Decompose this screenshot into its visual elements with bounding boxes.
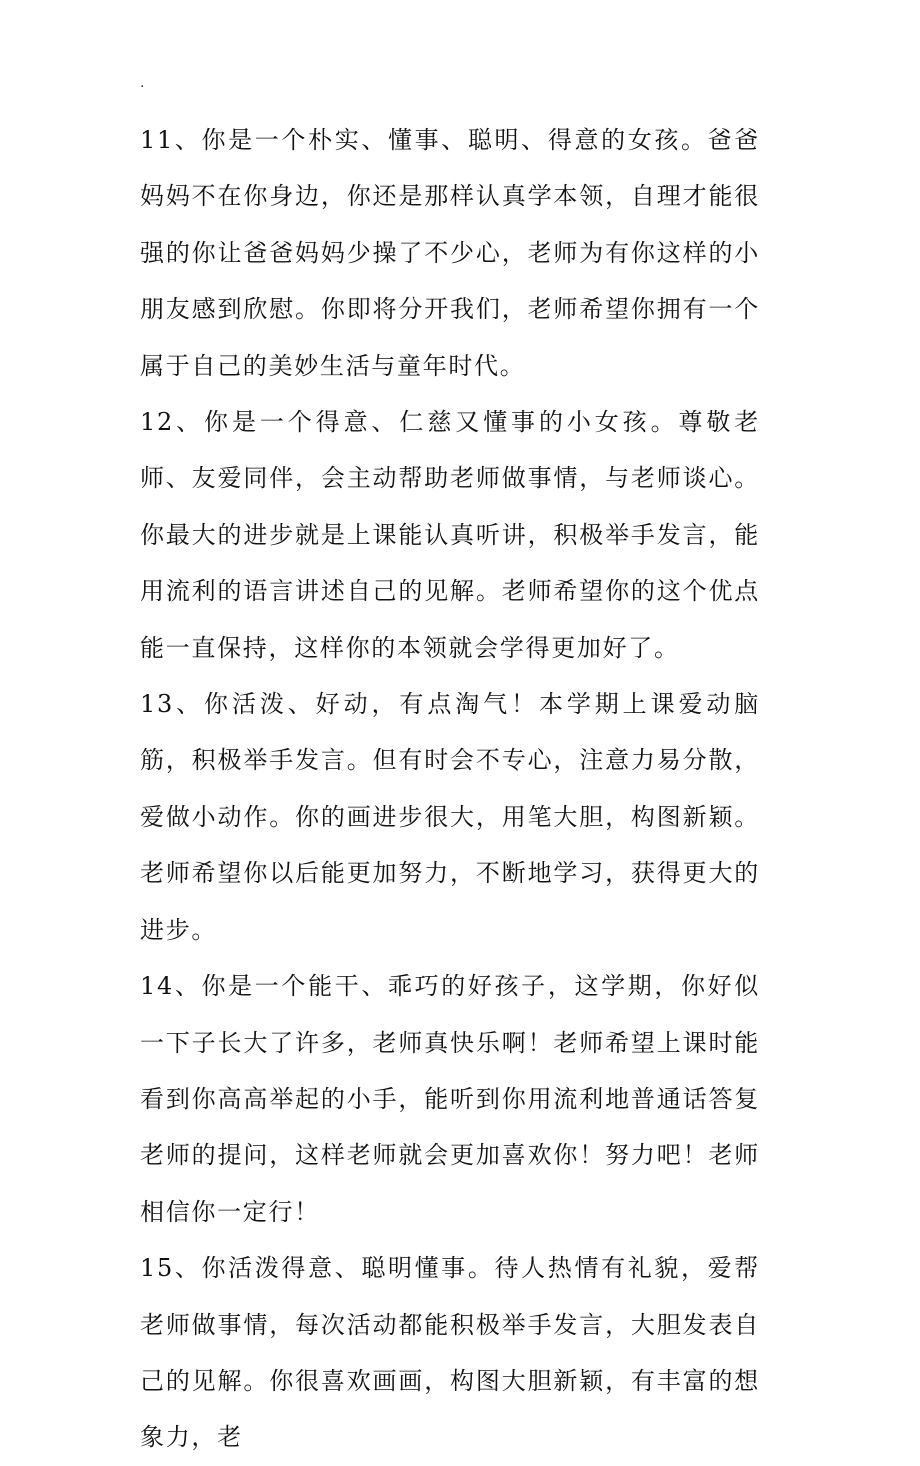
comment-paragraph-15: 15、你活泼得意、聪明懂事。待人热情有礼貌，爱帮老师做事情，每次活动都能积极举手发言，大胆发表自己的见解。你很喜欢画画，构图大胆新颖，有丰富的想象力，老 [140, 1254, 760, 1452]
comment-paragraph-11: 11、你是一个朴实、懂事、聪明、得意的女孩。爸爸妈妈不在你身边，你还是那样认真学本领，自理才能很强的你让爸爸妈妈少操了不少心，老师为有你这样的小朋友感到欣慰。你即将分开我们，老师希望你拥有一个属于自己的美妙生活与童年时代。 [140, 126, 760, 380]
comment-list [140, 112, 760, 1466]
comment-paragraph-13: 13、你活泼、好动，有点淘气！本学期上课爱动脑筋，积极举手发言。但有时会不专心，注意力易分散，爱做小动作。你的画进步很大，用笔大胆，构图新颖。老师希望你以后能更加努力，不断地学习，获得更大的进步。 [140, 690, 760, 944]
header-dot: . [140, 75, 145, 91]
comment-paragraph-14: 14、你是一个能干、乖巧的好孩子，这学期，你好似一下子长大了许多，老师真快乐啊！老师希望上课时能看到你高高举起的小手，能听到你用流利地普通话答复老师的提问，这样老师就会更加喜欢你！努力吧！老师相信你一定行！ [140, 972, 760, 1226]
comment-paragraph-12: 12、你是一个得意、仁慈又懂事的小女孩。尊敬老师、友爱同伴，会主动帮助老师做事情，与老师谈心。你最大的进步就是上课能认真听讲，积极举手发言，能用流利的语言讲述自己的见解。老师希望你的这个优点能一直保持，这样你的本领就会学得更加好了。 [140, 408, 760, 662]
